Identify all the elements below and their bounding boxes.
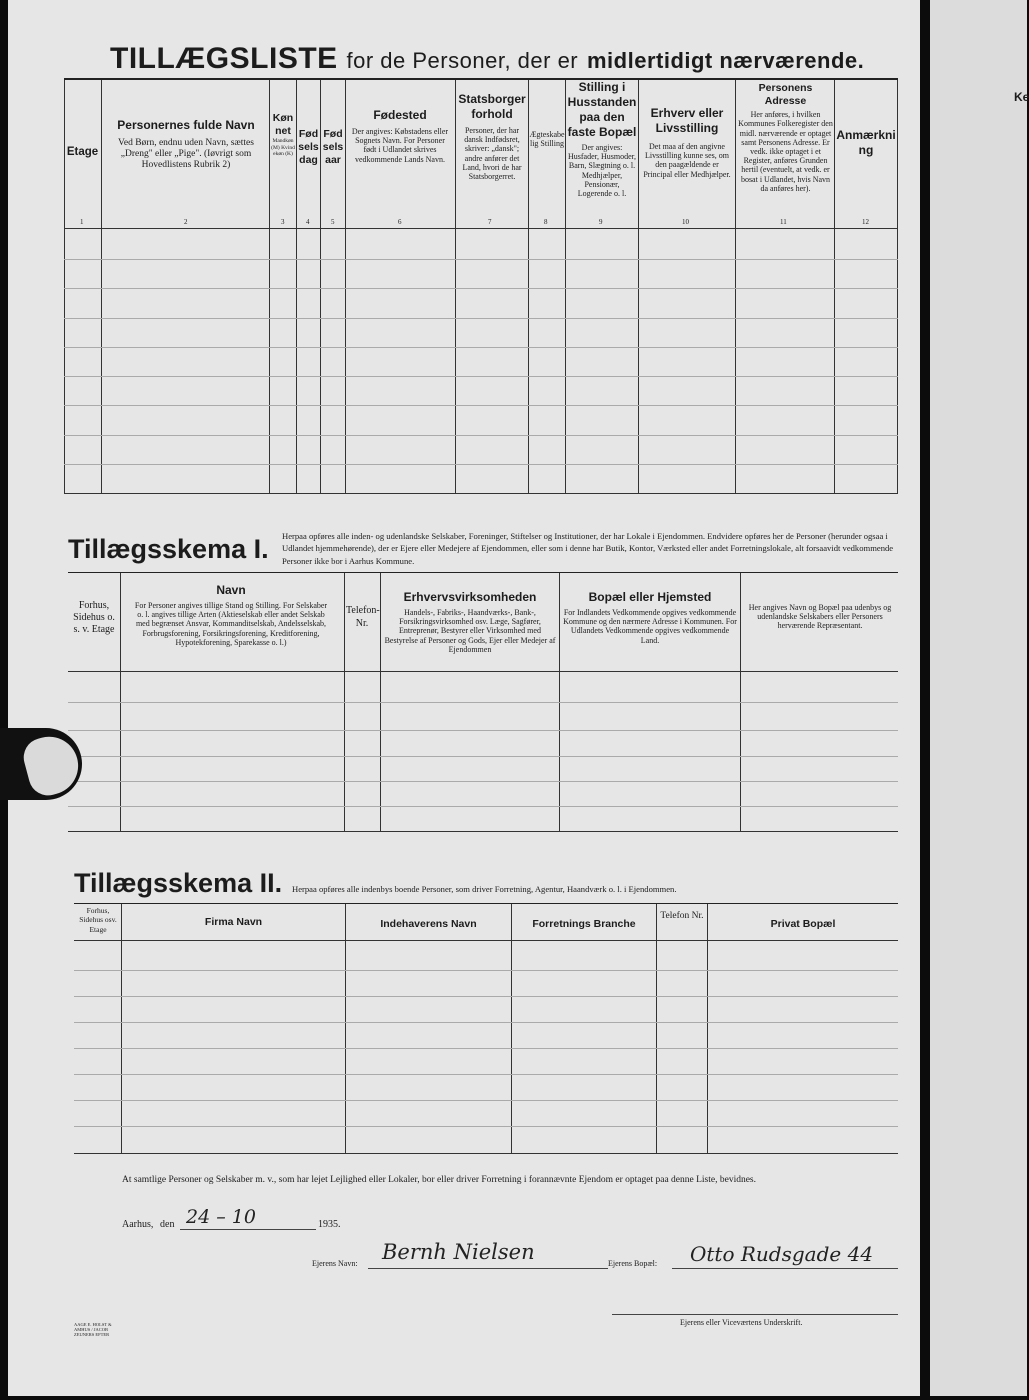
col-num-9: 9 (599, 218, 603, 226)
skema2-title: Tillægsskema II. (74, 868, 283, 898)
header-koennet: Kønnet Mandkøn (M) Kvindekøn (K) (271, 112, 295, 157)
next-page-text: Ke (1014, 90, 1029, 104)
owner-name-handwritten: Bernh Nielsen (382, 1240, 535, 1264)
skema2-header-firma: Firma Navn (204, 916, 263, 928)
col-num-2: 2 (184, 218, 188, 226)
header-erhverv: Erhverv eller Livsstilling Det maa af den angivne Livsstilling kunne ses, om den paagældende er Principal eller Medhjælper. (643, 106, 731, 179)
signature-label: Ejerens eller Viceværtens Underskrift. (680, 1318, 803, 1327)
col-num-7: 7 (488, 218, 492, 226)
header-foedested: Fødested Der angives: Købstadens eller Sognets Navn. For Personer født i Udlandet skrives vedkommende Lands Navn. (351, 108, 449, 164)
owner-name-label: Ejerens Navn: (312, 1259, 358, 1268)
skema1-header-etage: Forhus, Sidehus o. s. v. Etage (73, 600, 115, 635)
owner-address-handwritten: Otto Rudsgade 44 (690, 1242, 874, 1266)
header-anmaerkning: Anmærkning (836, 128, 896, 157)
skema2-header-branche: Forretnings Branche (532, 918, 636, 930)
header-husstand: Stilling i Husstanden paa den faste Bopæl Der angives: Husfader, Husmoder, Barn, Slægtning o. l. Medhjælper, Pensionær, Logerende o. l. (567, 80, 637, 198)
col-num-5: 5 (331, 218, 335, 226)
col-num-6: 6 (398, 218, 402, 226)
skema1-title: Tillægsskema I. (68, 534, 269, 564)
col-num-3: 3 (281, 218, 285, 226)
skema1-description: Herpaa opføres alle inden- og udenlandske Selskaber, Foreninger, Stiftelser og Institutioner, der har Lokale i Ejendommen. Endvidere opføres her de Personer (herunder ogsaa i Udlandet hjemmehørende), der er Ejere eller Medejere af Ejendommen, eller som i denne har Butik, Kontor, Værksted eller andet Forretningslokale, alt forsaavidt vedkommende Personer ikke bor i Aarhus Kommune. (282, 531, 894, 566)
header-etage: Etage (66, 146, 99, 158)
skema2-description: Herpaa opføres alle indenbys boende Personer, som driver Forretning, Agentur, Haandværk o. l. i Ejendommen. (292, 884, 677, 894)
title-bold: midlertidigt nærværende. (586, 48, 865, 73)
skema2-header-telefon: Telefon Nr. (660, 911, 704, 921)
skema1-header-erhverv: Erhvervsvirksomheden Handels-, Fabriks-, Haandværks-, Bank-, Forsikringsvirksomhed osv. Læge, Sagfører, Entreprenør, Bestyrer eller Virksomhed med Bestyrelse af Personer og Gods, Ejer eller Medejer af Ejendommen (384, 590, 556, 654)
footer-den: den (160, 1219, 175, 1230)
header-statsborger: Statsborgerforhold Personer, der har dansk Indfødsret, skriver: „dansk"; andre anfører det Land, hvori de har Statsborgerret. (458, 92, 526, 181)
skema1-header-telefon: Telefon-Nr. (346, 605, 380, 629)
col-num-4: 4 (306, 218, 310, 226)
skema1-header-repraesentant: Her angives Navn og Bopæl paa udenbys og udenlandske Selskabers eller Personers herværende Repræsentant. (748, 603, 892, 631)
col-num-11: 11 (780, 218, 787, 226)
title-main: TILLÆGSLISTE (110, 42, 338, 75)
col-num-8: 8 (544, 218, 548, 226)
col-num-12: 12 (862, 218, 869, 226)
skema1-header-bopael: Bopæl eller Hjemsted For Indlandets Vedkommende opgives vedkommende Kommune og den nærmere Adresse i Kommunen. For Udlandets Vedkommende opgives vedkommende Land. (563, 590, 737, 645)
title-sub: for de Personer, der er (346, 48, 579, 73)
skema1-header-navn: Navn For Personer angives tillige Stand og Stilling. For Selskaber o. l. angives tillige Arten (Aktieselskab eller andet Selskab med begrænset Ansvar, Kommanditselskab, Andelsselskab, Forbrugsforening, Forsikringsforening, Kreditforening, Hypotekforening, Sparekasse o. l.) (134, 583, 328, 647)
col-num-10: 10 (682, 218, 689, 226)
footer-year: 1935. (318, 1219, 341, 1230)
printer-mark: AAGE E. HOLST & AMHUS / JACOB ZEUNERS EFTER (74, 1322, 112, 1337)
owner-address-label: Ejerens Bopæl: (608, 1259, 658, 1268)
form-sheet (8, 0, 920, 1396)
footer-statement: At samtlige Personer og Selskaber m. v., som har lejet Lejlighed eller Lokaler, bor eller driver Forretning i forannævnte Ejendom er optaget paa denne Liste, bevidnes. (122, 1175, 756, 1185)
skema2-header-indehaver: Indehaverens Navn (380, 918, 477, 930)
next-page-edge (930, 0, 1027, 1396)
date-handwritten: 24 – 10 (186, 1206, 256, 1228)
footer-city: Aarhus, (122, 1219, 154, 1230)
col-num-1: 1 (80, 218, 84, 226)
form-title (110, 42, 864, 76)
header-foedselsaar: Fødselsaar (322, 128, 344, 167)
header-foedselsdag: Fødselsdag (298, 128, 319, 167)
header-name: Personernes fulde Navn Ved Børn, endnu uden Navn, sættes „Dreng" eller „Pige". (Iøvrigt som Hovedlistens Rubrik 2) (117, 118, 255, 170)
title-rule (64, 78, 898, 80)
skema2-header-etage: Forhus, Sidehus osv. Etage (79, 906, 117, 934)
header-adresse: Personens Adresse Her anføres, i hvilken Kommunes Folkeregister den midl. nærværende er optaget samt Personens Adresse. Er vedk. ikke optaget i et Register, anføres Grunden hertil (eventuelt, at vedk. er bosat i Udlandet, hvis Navn da anføres her). (738, 82, 833, 193)
skema2-header-bopael: Privat Bopæl (770, 918, 836, 930)
header-aegteskabelig: Ægteskabelig Stilling (529, 130, 565, 149)
